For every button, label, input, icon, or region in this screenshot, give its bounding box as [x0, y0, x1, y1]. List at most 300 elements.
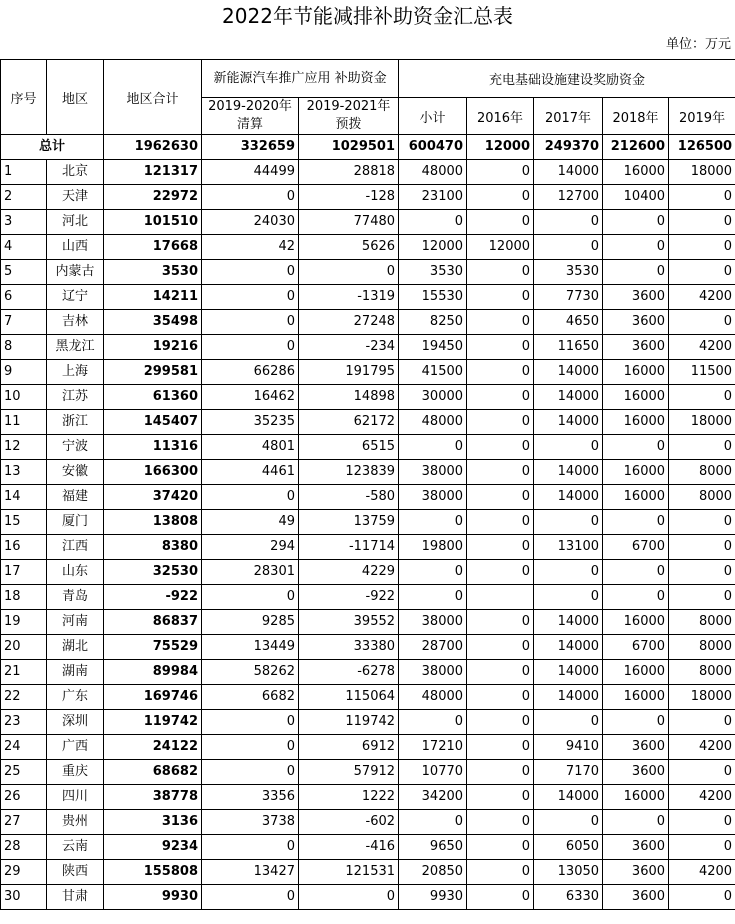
row-index: 21: [1, 660, 47, 685]
row-2019: 0: [669, 535, 735, 560]
row-2017: 14000: [534, 610, 603, 635]
row-nev-2019-2021: 28818: [299, 160, 399, 185]
row-2019: 0: [669, 560, 735, 585]
row-2019: 0: [669, 435, 735, 460]
row-index: 6: [1, 285, 47, 310]
row-2019: 11500: [669, 360, 735, 385]
row-subtotal: 9650: [399, 835, 467, 860]
row-index: 15: [1, 510, 47, 535]
row-nev-2019-2021: -11714: [299, 535, 399, 560]
row-index: 13: [1, 460, 47, 485]
row-2019: 8000: [669, 485, 735, 510]
row-region: 安徽: [47, 460, 104, 485]
row-2017: 0: [534, 560, 603, 585]
row-2017: 11650: [534, 335, 603, 360]
row-index: 19: [1, 610, 47, 635]
row-region: 贵州: [47, 810, 104, 835]
row-2019: 0: [669, 385, 735, 410]
row-2016: 0: [467, 710, 534, 735]
table-row: [1, 535, 735, 560]
row-2018: 6700: [603, 635, 669, 660]
row-2019: 4200: [669, 860, 735, 885]
row-region: 江西: [47, 535, 104, 560]
row-nev-2019-2021: 0: [299, 885, 399, 910]
table-row: [1, 635, 735, 660]
row-nev-2019-2020: 13427: [202, 860, 299, 885]
row-region: 四川: [47, 785, 104, 810]
table-row: [1, 435, 735, 460]
row-2018: 0: [603, 560, 669, 585]
row-nev-2019-2020: 0: [202, 885, 299, 910]
header-nev-2019-2021: 2019-2021年预拨: [299, 98, 399, 135]
row-subtotal: 30000: [399, 385, 467, 410]
row-region-total: 22972: [104, 185, 202, 210]
row-region-total: 68682: [104, 760, 202, 785]
row-2017: 3530: [534, 260, 603, 285]
row-subtotal: 0: [399, 210, 467, 235]
row-2018: 0: [603, 210, 669, 235]
total-region-total: 1962630: [104, 135, 202, 160]
row-2018: 0: [603, 435, 669, 460]
row-index: 4: [1, 235, 47, 260]
row-subtotal: 48000: [399, 410, 467, 435]
table-row: [1, 660, 735, 685]
row-nev-2019-2021: 115064: [299, 685, 399, 710]
row-region-total: 9930: [104, 885, 202, 910]
row-2018: 16000: [603, 160, 669, 185]
row-index: 12: [1, 435, 47, 460]
table-row: [1, 835, 735, 860]
table-row: [1, 735, 735, 760]
row-index: 29: [1, 860, 47, 885]
table-row: [1, 360, 735, 385]
row-2018: 3600: [603, 760, 669, 785]
table-row: [1, 685, 735, 710]
row-region-total: 89984: [104, 660, 202, 685]
row-region-total: 121317: [104, 160, 202, 185]
row-nev-2019-2020: 3738: [202, 810, 299, 835]
row-2016: 0: [467, 285, 534, 310]
row-region: 青岛: [47, 585, 104, 610]
row-region-total: 166300: [104, 460, 202, 485]
row-2018: 16000: [603, 660, 669, 685]
total-label: 总计: [1, 135, 104, 160]
row-nev-2019-2020: 4801: [202, 435, 299, 460]
table-row: [1, 885, 735, 910]
row-2017: 14000: [534, 460, 603, 485]
row-index: 22: [1, 685, 47, 710]
row-subtotal: 38000: [399, 610, 467, 635]
row-2017: 14000: [534, 360, 603, 385]
row-2016: 0: [467, 635, 534, 660]
row-2017: 14000: [534, 385, 603, 410]
row-region-total: 145407: [104, 410, 202, 435]
row-subtotal: 38000: [399, 660, 467, 685]
row-index: 20: [1, 635, 47, 660]
row-nev-2019-2021: -1319: [299, 285, 399, 310]
row-subtotal: 48000: [399, 685, 467, 710]
row-region-total: 3530: [104, 260, 202, 285]
row-nev-2019-2021: -580: [299, 485, 399, 510]
header-index: 序号: [1, 60, 47, 135]
row-nev-2019-2021: 33380: [299, 635, 399, 660]
row-2018: 0: [603, 585, 669, 610]
row-2019: 4200: [669, 335, 735, 360]
header-nev-group: 新能源汽车推广应用 补助资金: [202, 60, 399, 98]
row-2017: 14000: [534, 660, 603, 685]
header-2018: 2018年: [603, 98, 669, 135]
row-nev-2019-2020: 4461: [202, 460, 299, 485]
row-region: 辽宁: [47, 285, 104, 310]
row-subtotal: 15530: [399, 285, 467, 310]
row-2018: 16000: [603, 610, 669, 635]
row-2019: 4200: [669, 285, 735, 310]
row-index: 23: [1, 710, 47, 735]
row-2019: 0: [669, 810, 735, 835]
row-region-total: 8380: [104, 535, 202, 560]
row-2019: 0: [669, 885, 735, 910]
total-2016: 12000: [467, 135, 534, 160]
table-row: [1, 285, 735, 310]
row-index: 18: [1, 585, 47, 610]
row-2016: 0: [467, 260, 534, 285]
table-row: [1, 385, 735, 410]
row-nev-2019-2020: 24030: [202, 210, 299, 235]
total-row: [1, 135, 735, 160]
row-nev-2019-2020: 0: [202, 335, 299, 360]
row-region: 宁波: [47, 435, 104, 460]
row-2019: 0: [669, 210, 735, 235]
row-region: 重庆: [47, 760, 104, 785]
row-region-total: 101510: [104, 210, 202, 235]
row-nev-2019-2021: 62172: [299, 410, 399, 435]
row-nev-2019-2021: -922: [299, 585, 399, 610]
row-nev-2019-2021: 121531: [299, 860, 399, 885]
row-2018: 0: [603, 810, 669, 835]
row-index: 10: [1, 385, 47, 410]
row-2017: 0: [534, 235, 603, 260]
row-nev-2019-2020: 0: [202, 185, 299, 210]
row-subtotal: 12000: [399, 235, 467, 260]
row-2018: 3600: [603, 885, 669, 910]
row-index: 9: [1, 360, 47, 385]
total-2019: 126500: [669, 135, 735, 160]
row-nev-2019-2021: 6912: [299, 735, 399, 760]
row-2017: 0: [534, 710, 603, 735]
row-region-total: -922: [104, 585, 202, 610]
row-region-total: 35498: [104, 310, 202, 335]
table-row: [1, 585, 735, 610]
row-2018: 3600: [603, 285, 669, 310]
row-index: 7: [1, 310, 47, 335]
row-subtotal: 34200: [399, 785, 467, 810]
row-region: 福建: [47, 485, 104, 510]
table-row: [1, 710, 735, 735]
row-2019: 18000: [669, 160, 735, 185]
row-2018: 3600: [603, 735, 669, 760]
row-nev-2019-2020: 0: [202, 835, 299, 860]
header-charging-group: 充电基础设施建设奖励资金: [399, 60, 735, 98]
row-2016: 0: [467, 460, 534, 485]
row-region-total: 19216: [104, 335, 202, 360]
row-2017: 14000: [534, 685, 603, 710]
row-2016: 0: [467, 360, 534, 385]
row-region: 湖北: [47, 635, 104, 660]
table-row: [1, 335, 735, 360]
row-2018: 3600: [603, 835, 669, 860]
row-subtotal: 17210: [399, 735, 467, 760]
row-nev-2019-2021: 39552: [299, 610, 399, 635]
row-2018: 16000: [603, 460, 669, 485]
header-2019: 2019年: [669, 98, 735, 135]
unit-label: 单位：万元: [665, 37, 731, 52]
row-region: 吉林: [47, 310, 104, 335]
row-2016: 0: [467, 835, 534, 860]
row-nev-2019-2020: 0: [202, 710, 299, 735]
row-nev-2019-2021: -6278: [299, 660, 399, 685]
row-2016: [467, 585, 534, 610]
row-region: 上海: [47, 360, 104, 385]
row-region: 广东: [47, 685, 104, 710]
row-subtotal: 3530: [399, 260, 467, 285]
row-nev-2019-2020: 6682: [202, 685, 299, 710]
row-2019: 0: [669, 585, 735, 610]
row-nev-2019-2021: 4229: [299, 560, 399, 585]
row-2017: 6050: [534, 835, 603, 860]
row-2018: 16000: [603, 785, 669, 810]
row-subtotal: 38000: [399, 485, 467, 510]
row-2017: 0: [534, 510, 603, 535]
row-nev-2019-2021: 13759: [299, 510, 399, 535]
row-region-total: 119742: [104, 710, 202, 735]
row-2016: 0: [467, 785, 534, 810]
row-2016: 0: [467, 185, 534, 210]
row-region: 天津: [47, 185, 104, 210]
row-2019: 0: [669, 760, 735, 785]
row-2018: 0: [603, 260, 669, 285]
row-2017: 13100: [534, 535, 603, 560]
row-region: 陕西: [47, 860, 104, 885]
row-index: 14: [1, 485, 47, 510]
table-row: [1, 610, 735, 635]
row-subtotal: 19450: [399, 335, 467, 360]
row-2019: 0: [669, 310, 735, 335]
row-2018: 16000: [603, 485, 669, 510]
row-region-total: 169746: [104, 685, 202, 710]
row-subtotal: 0: [399, 560, 467, 585]
row-nev-2019-2021: -416: [299, 835, 399, 860]
row-region-total: 37420: [104, 485, 202, 510]
row-nev-2019-2020: 13449: [202, 635, 299, 660]
row-2017: 14000: [534, 485, 603, 510]
row-subtotal: 9930: [399, 885, 467, 910]
row-region-total: 14211: [104, 285, 202, 310]
table-row: [1, 510, 735, 535]
row-2018: 0: [603, 510, 669, 535]
table-row: [1, 760, 735, 785]
row-nev-2019-2020: 0: [202, 760, 299, 785]
row-2018: 3600: [603, 310, 669, 335]
row-region-total: 32530: [104, 560, 202, 585]
row-subtotal: 10770: [399, 760, 467, 785]
table-row: [1, 185, 735, 210]
row-2018: 6700: [603, 535, 669, 560]
row-subtotal: 19800: [399, 535, 467, 560]
row-subtotal: 41500: [399, 360, 467, 385]
row-subtotal: 8250: [399, 310, 467, 335]
row-2017: 4650: [534, 310, 603, 335]
row-region: 河北: [47, 210, 104, 235]
row-subtotal: 20850: [399, 860, 467, 885]
row-nev-2019-2021: 27248: [299, 310, 399, 335]
row-2019: 4200: [669, 735, 735, 760]
row-nev-2019-2020: 28301: [202, 560, 299, 585]
row-index: 30: [1, 885, 47, 910]
table-row: [1, 210, 735, 235]
row-2016: 0: [467, 435, 534, 460]
row-2016: 0: [467, 660, 534, 685]
row-nev-2019-2020: 3356: [202, 785, 299, 810]
row-2019: 8000: [669, 660, 735, 685]
row-index: 16: [1, 535, 47, 560]
row-2018: 16000: [603, 410, 669, 435]
row-2016: 0: [467, 760, 534, 785]
row-2017: 14000: [534, 160, 603, 185]
row-nev-2019-2021: 123839: [299, 460, 399, 485]
row-2016: 0: [467, 385, 534, 410]
row-2016: 0: [467, 860, 534, 885]
row-region: 山东: [47, 560, 104, 585]
table-row: [1, 810, 735, 835]
total-subtotal: 600470: [399, 135, 467, 160]
row-nev-2019-2021: -602: [299, 810, 399, 835]
row-subtotal: 48000: [399, 160, 467, 185]
row-region-total: 9234: [104, 835, 202, 860]
table-row: [1, 785, 735, 810]
row-2019: 18000: [669, 685, 735, 710]
row-nev-2019-2020: 16462: [202, 385, 299, 410]
table-row: [1, 460, 735, 485]
row-region: 江苏: [47, 385, 104, 410]
total-2018: 212600: [603, 135, 669, 160]
row-2019: 0: [669, 260, 735, 285]
subsidy-table: [0, 59, 735, 910]
row-2016: 0: [467, 210, 534, 235]
row-2016: 0: [467, 685, 534, 710]
row-index: 11: [1, 410, 47, 435]
row-region: 云南: [47, 835, 104, 860]
row-2017: 0: [534, 585, 603, 610]
table-row: [1, 410, 735, 435]
header-subtotal: 小计: [399, 98, 467, 135]
row-2018: 16000: [603, 685, 669, 710]
row-region-total: 86837: [104, 610, 202, 635]
row-index: 28: [1, 835, 47, 860]
row-2016: 0: [467, 485, 534, 510]
row-2016: 12000: [467, 235, 534, 260]
row-region-total: 299581: [104, 360, 202, 385]
row-nev-2019-2021: 119742: [299, 710, 399, 735]
row-nev-2019-2021: -234: [299, 335, 399, 360]
row-nev-2019-2020: 0: [202, 260, 299, 285]
total-nev-2019-2021: 1029501: [299, 135, 399, 160]
row-region-total: 11316: [104, 435, 202, 460]
row-nev-2019-2020: 294: [202, 535, 299, 560]
row-region: 厦门: [47, 510, 104, 535]
row-region-total: 24122: [104, 735, 202, 760]
row-region-total: 3136: [104, 810, 202, 835]
row-nev-2019-2020: 0: [202, 285, 299, 310]
row-subtotal: 0: [399, 510, 467, 535]
row-nev-2019-2021: 0: [299, 260, 399, 285]
row-2019: 0: [669, 835, 735, 860]
row-2017: 14000: [534, 785, 603, 810]
row-2016: 0: [467, 735, 534, 760]
row-2019: 8000: [669, 635, 735, 660]
row-nev-2019-2021: 57912: [299, 760, 399, 785]
row-region-total: 75529: [104, 635, 202, 660]
row-nev-2019-2020: 9285: [202, 610, 299, 635]
row-2016: 0: [467, 160, 534, 185]
row-2019: 0: [669, 185, 735, 210]
row-2018: 3600: [603, 860, 669, 885]
row-2016: 0: [467, 410, 534, 435]
row-index: 2: [1, 185, 47, 210]
row-subtotal: 28700: [399, 635, 467, 660]
row-2016: 0: [467, 885, 534, 910]
row-2016: 0: [467, 535, 534, 560]
row-2018: 16000: [603, 360, 669, 385]
row-region-total: 155808: [104, 860, 202, 885]
row-index: 5: [1, 260, 47, 285]
row-2017: 7170: [534, 760, 603, 785]
row-region: 内蒙古: [47, 260, 104, 285]
row-region: 甘肃: [47, 885, 104, 910]
row-2019: 4200: [669, 785, 735, 810]
row-nev-2019-2020: 66286: [202, 360, 299, 385]
row-region: 湖南: [47, 660, 104, 685]
row-region: 山西: [47, 235, 104, 260]
table-row: [1, 160, 735, 185]
table-row: [1, 860, 735, 885]
row-subtotal: 0: [399, 435, 467, 460]
row-2017: 13050: [534, 860, 603, 885]
row-2016: 0: [467, 610, 534, 635]
row-region: 河南: [47, 610, 104, 635]
row-subtotal: 0: [399, 585, 467, 610]
row-region: 广西: [47, 735, 104, 760]
table-row: [1, 260, 735, 285]
row-nev-2019-2020: 49: [202, 510, 299, 535]
row-2017: 14000: [534, 635, 603, 660]
row-2018: 16000: [603, 385, 669, 410]
row-2016: 0: [467, 510, 534, 535]
row-nev-2019-2021: -128: [299, 185, 399, 210]
total-2017: 249370: [534, 135, 603, 160]
row-nev-2019-2020: 0: [202, 310, 299, 335]
row-2018: 10400: [603, 185, 669, 210]
row-index: 1: [1, 160, 47, 185]
row-2016: 0: [467, 810, 534, 835]
header-nev-2019-2020: 2019-2020年清算: [202, 98, 299, 135]
row-nev-2019-2021: 1222: [299, 785, 399, 810]
row-2017: 0: [534, 810, 603, 835]
row-index: 26: [1, 785, 47, 810]
row-region-total: 38778: [104, 785, 202, 810]
row-2017: 9410: [534, 735, 603, 760]
header-2016: 2016年: [467, 98, 534, 135]
row-region-total: 61360: [104, 385, 202, 410]
